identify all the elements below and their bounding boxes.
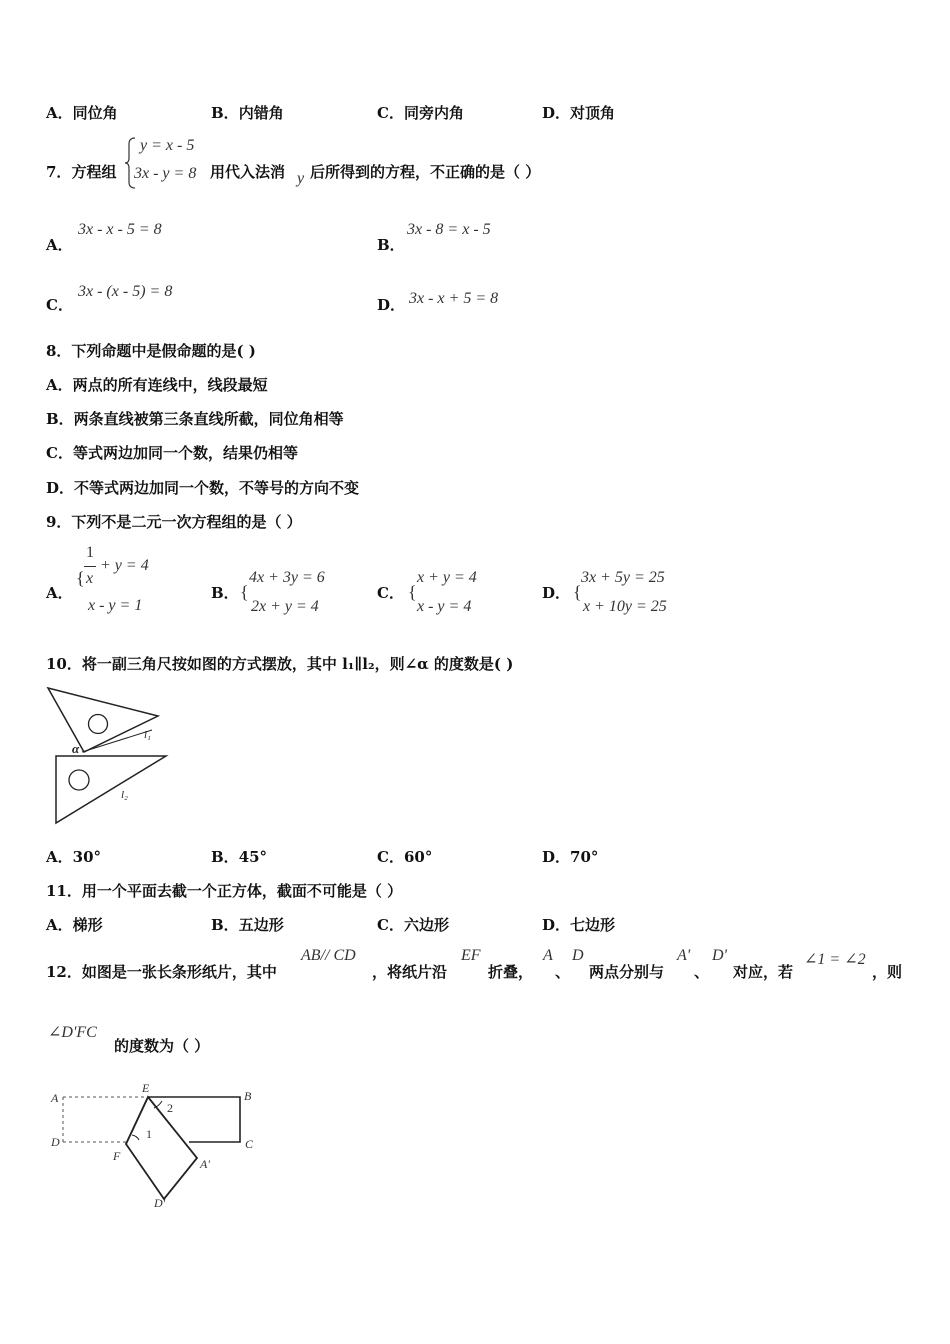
q7-option-b-expr: 3x - 8 = x - 5 <box>407 221 491 238</box>
option-letter: D． <box>542 848 571 866</box>
q7-eq2: 3x - y = 8 <box>134 165 197 182</box>
q12-math-angle-dfc: ∠D'FC <box>48 1024 97 1041</box>
q12-stem-part6: 、 <box>694 963 710 981</box>
q7-option-b-letter: B． <box>377 236 405 254</box>
q9-option-d-letter: D． <box>542 584 571 602</box>
question-number: 7． <box>46 163 72 181</box>
option-letter: D． <box>542 104 571 122</box>
q9-option-a-frac-den: x <box>86 570 94 587</box>
q10-option-d <box>542 846 598 867</box>
q6-option-b <box>211 102 284 123</box>
q12-stem-part5: 两点分别与 <box>589 963 665 981</box>
q6-option-c <box>377 102 464 123</box>
q9-option-d-eq2: x + 10y = 25 <box>583 598 667 615</box>
q12-math-ab-cd: AB// CD <box>301 947 356 964</box>
q10-option-b <box>211 846 267 867</box>
label-e: E <box>142 1081 150 1095</box>
option-letter: B． <box>211 104 239 122</box>
q12-stem-part9: 的度数为（ ） <box>114 1037 210 1055</box>
q9-option-c-brace: { <box>408 582 417 602</box>
q7-stem-mid: 用代入法消 <box>210 163 286 181</box>
option-text: 六边形 <box>403 916 449 934</box>
q7-stem-prefix <box>46 161 116 182</box>
q10-figure <box>46 686 176 831</box>
q9-option-d-eq1: 3x + 5y = 25 <box>581 569 665 586</box>
q12-stem-part8: ，则 <box>872 963 903 981</box>
q9-option-a-eq2: x - y = 1 <box>88 597 143 614</box>
option-text: 60° <box>403 848 433 866</box>
q12-stem-part3: 折叠， <box>488 963 534 981</box>
q12-math-d-prime: D' <box>712 947 727 964</box>
folded-part <box>126 1097 197 1199</box>
q7-option-a-expr: 3x - x - 5 = 8 <box>78 221 162 238</box>
q7-option-d-letter: D． <box>377 296 406 314</box>
option-text: 同旁内角 <box>403 104 464 122</box>
label-d: D <box>51 1135 60 1149</box>
q11-option-d <box>542 914 615 935</box>
q11-option-b <box>211 914 284 935</box>
q7-var: y <box>297 170 305 187</box>
q7-option-a-letter: A． <box>46 236 73 254</box>
option-letter: C． <box>377 848 404 866</box>
set-square-hole-top <box>89 715 108 734</box>
option-letter: A． <box>46 848 73 866</box>
q7-stem-suffix: 后所得到的方程，不正确的是（ ） <box>310 163 541 181</box>
option-letter: B． <box>211 916 239 934</box>
q9-option-b-eq2: 2x + y = 4 <box>251 598 319 615</box>
q12-math-angles: ∠1 = ∠2 <box>804 951 866 968</box>
q9-option-a-brace: { <box>76 568 85 588</box>
q12-math-a: A <box>543 947 553 964</box>
q7-eq1: y = x - 5 <box>140 137 195 154</box>
q9-stem: 9．下列不是二元一次方程组的是（ ） <box>46 513 302 531</box>
q12-stem-part4: 、 <box>555 963 571 981</box>
q9-option-b-eq1: 4x + 3y = 6 <box>249 569 325 586</box>
option-text: 45° <box>238 848 268 866</box>
q8-option-a: A．两点的所有连线中，线段最短 <box>46 376 268 394</box>
q9-option-c-eq1: x + y = 4 <box>417 569 477 586</box>
q10-option-c <box>377 846 432 867</box>
q8-option-b: B．两条直线被第三条直线所截，同位角相等 <box>46 410 344 428</box>
label-alpha: α <box>72 741 80 756</box>
label-angle-2: 2 <box>167 1101 173 1115</box>
label-l2: l₂ <box>121 789 128 801</box>
q12-math-a-prime: A' <box>677 947 691 964</box>
option-text: 30° <box>72 848 102 866</box>
q8-option-c: C．等式两边加同一个数，结果仍相等 <box>46 444 298 462</box>
option-letter: B． <box>211 848 239 866</box>
strip-rectangle <box>148 1097 240 1142</box>
label-l1: l₁ <box>144 729 151 741</box>
label-a: A <box>51 1091 59 1105</box>
q8-stem: 8．下列命题中是假命题的是( ) <box>46 342 256 360</box>
q7-option-c-expr: 3x - (x - 5) = 8 <box>78 283 173 300</box>
q9-option-a-eq1: + y = 4 <box>100 557 149 574</box>
line-l1 <box>82 730 152 752</box>
label-f: F <box>113 1149 121 1163</box>
label-a-prime: A' <box>200 1157 210 1171</box>
label-d-prime: D' <box>154 1196 166 1210</box>
q9-option-d-brace: { <box>573 582 582 602</box>
q9-option-a-letter: A． <box>46 584 73 602</box>
q6-option-d <box>542 102 615 123</box>
q9-option-c-eq2: x - y = 4 <box>417 598 472 615</box>
q12-math-ef: EF <box>461 947 481 964</box>
q9-option-b-letter: B． <box>211 584 239 602</box>
angle-1-arc <box>132 1135 139 1140</box>
q10-option-a <box>46 846 101 867</box>
option-text: 五边形 <box>238 916 284 934</box>
option-text: 同位角 <box>72 104 118 122</box>
set-square-top <box>48 688 158 752</box>
q7-option-c-letter: C． <box>46 296 73 314</box>
q9-option-c-letter: C． <box>377 584 404 602</box>
option-letter: C． <box>377 916 404 934</box>
option-text: 70° <box>570 848 599 866</box>
option-text: 梯形 <box>72 916 103 934</box>
label-c: C <box>245 1137 254 1151</box>
set-square-bottom <box>56 756 166 823</box>
q12-figure <box>46 1078 266 1212</box>
option-letter: C． <box>377 104 404 122</box>
option-text: 七边形 <box>570 916 616 934</box>
q9-option-b-brace: { <box>240 582 249 602</box>
option-letter: A． <box>46 916 73 934</box>
q6-option-a <box>46 102 118 123</box>
option-letter: D． <box>542 916 571 934</box>
q9-option-a-frac-bar <box>84 566 96 567</box>
q10-stem: 10．将一副三角尺按如图的方式摆放，其中 l₁∥l₂，则∠α 的度数是( ) <box>46 655 514 673</box>
q7-option-d-expr: 3x - x + 5 = 8 <box>409 290 499 307</box>
q12-stem-part1: 12．如图是一张长条形纸片，其中 <box>46 963 277 981</box>
label-angle-1: 1 <box>146 1127 152 1141</box>
q12-stem-part7: 对应，若 <box>733 963 794 981</box>
q8-option-d: D．不等式两边加同一个数，不等号的方向不变 <box>46 479 360 497</box>
q11-option-a <box>46 914 103 935</box>
q9-option-a-frac-num: 1 <box>86 544 94 561</box>
set-square-hole-bottom <box>69 770 89 790</box>
option-text: 对顶角 <box>570 104 616 122</box>
label-b: B <box>244 1089 252 1103</box>
option-text: 内错角 <box>238 104 284 122</box>
q11-stem: 11．用一个平面去截一个正方体，截面不可能是（ ） <box>46 882 403 900</box>
angle-2-arc <box>154 1101 162 1108</box>
q12-math-d: D <box>572 947 584 964</box>
q12-stem-part2: ，将纸片沿 <box>372 963 448 981</box>
stem-text: 方程组 <box>71 163 117 181</box>
option-letter: A． <box>46 104 73 122</box>
q11-option-c <box>377 914 449 935</box>
